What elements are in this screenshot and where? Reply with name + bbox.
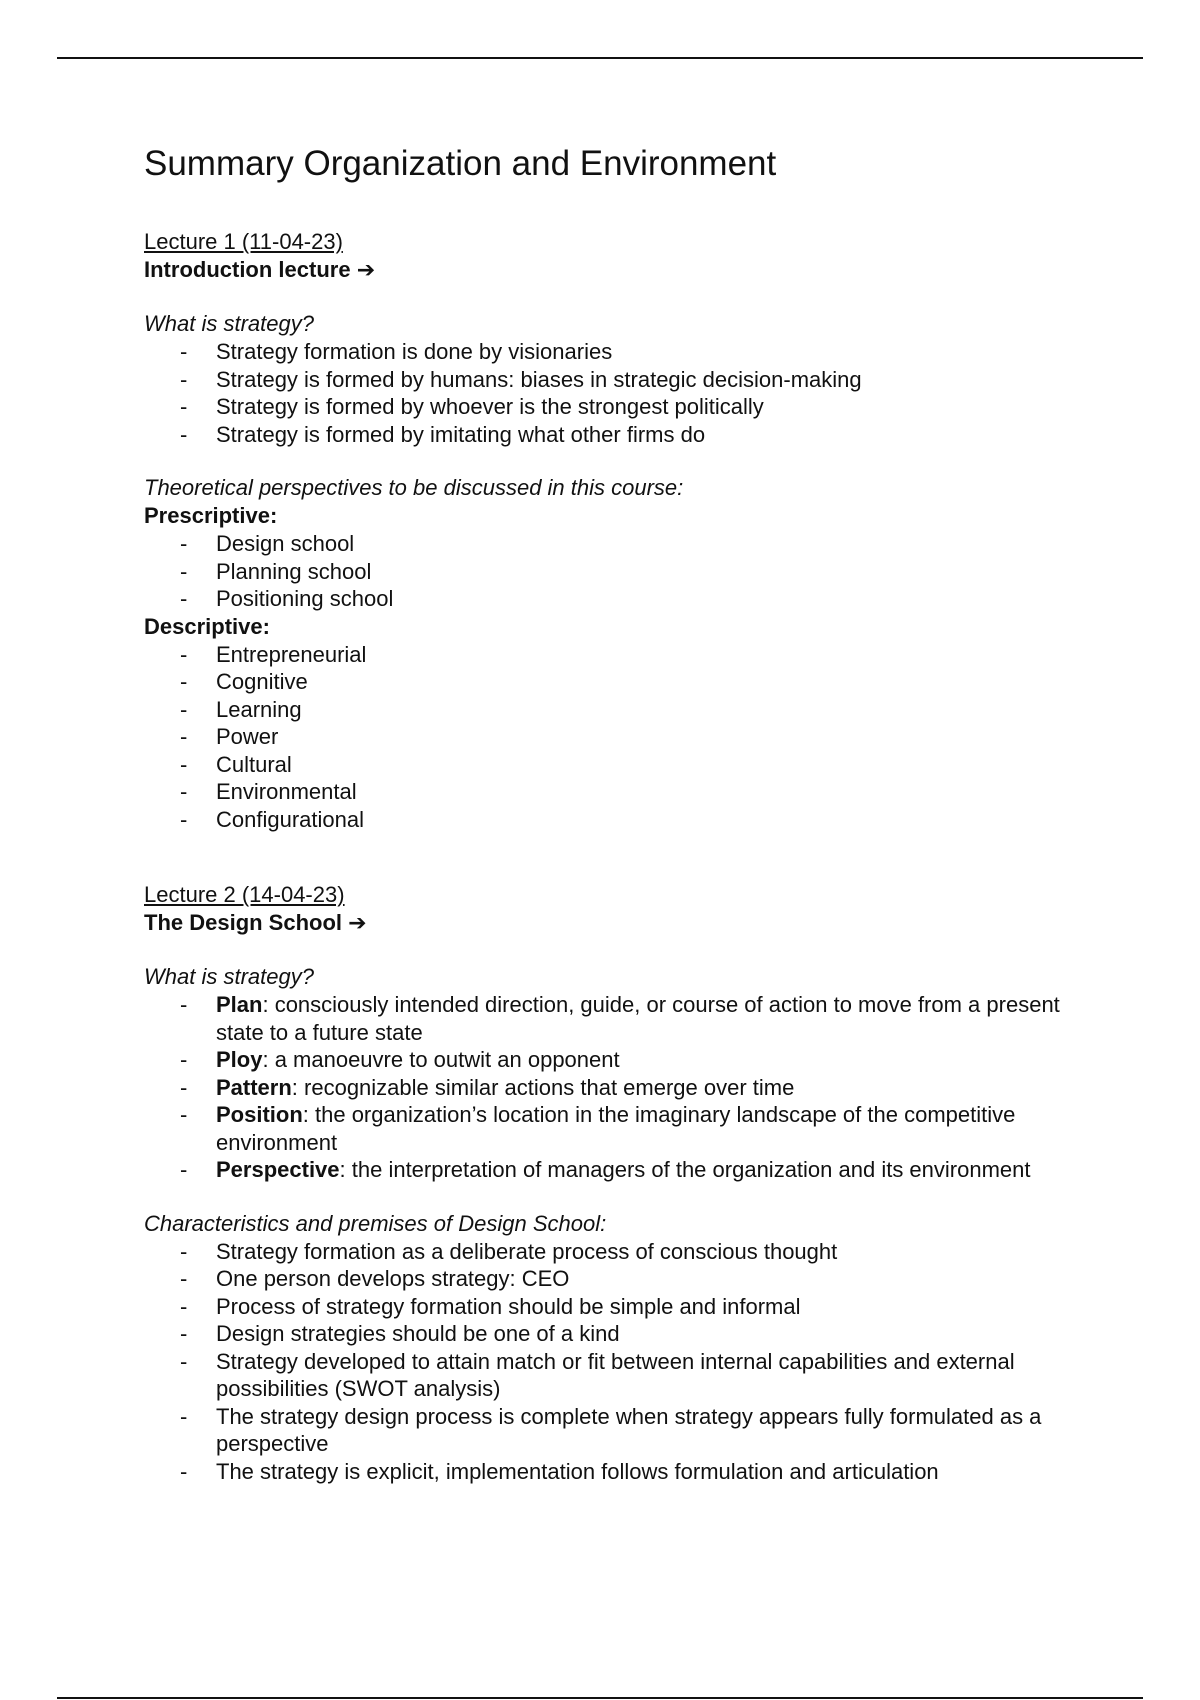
list-item: - Strategy developed to attain match or fit between internal capabilities and external possibilities (SWOT analysis)	[180, 1348, 1015, 1401]
lecture-2-characteristics-heading: Characteristics and premises of Design School:	[144, 1210, 607, 1236]
list-item: - Design school	[180, 531, 355, 556]
list-item: - Power	[180, 724, 279, 749]
lecture-1-question-list	[144, 338, 1084, 448]
arrow-right-icon: ➔	[348, 910, 367, 935]
document-title: Summary Organization and Environment	[144, 144, 777, 183]
lecture-2-topic	[144, 909, 1084, 937]
list-item: - Cognitive	[180, 669, 308, 694]
list-item: - Strategy formation is done by visionaries	[180, 339, 613, 364]
strategy-definitions-list	[144, 991, 1084, 1184]
list-item: - Positioning school	[180, 586, 394, 611]
lecture-1-section	[144, 228, 1084, 833]
list-item: - One person develops strategy: CEO	[180, 1266, 570, 1291]
term: Pattern	[216, 1074, 292, 1100]
list-item: - Configurational	[180, 806, 364, 832]
design-school-characteristics-list	[144, 1238, 1084, 1486]
list-item: - Environmental	[180, 779, 357, 804]
list-item: - Strategy is formed by humans: biases in strategic decision-making	[180, 366, 862, 392]
list-item: - Perspective: the interpretation of managers of the organization and its environment	[180, 1157, 1031, 1182]
list-item: - Strategy formation as a deliberate process of conscious thought	[180, 1238, 838, 1264]
arrow-right-icon: ➔	[356, 257, 376, 282]
bottom-rule	[57, 1697, 1143, 1699]
lecture-1-perspectives-heading: Theoretical perspectives to be discussed in this course:	[144, 475, 684, 500]
term: Ploy	[216, 1047, 263, 1072]
lecture-1-date: Lecture 1 (11-04-23)	[144, 229, 343, 254]
term: Plan	[216, 992, 263, 1017]
prescriptive-heading: Prescriptive:	[144, 503, 278, 528]
top-rule	[57, 57, 1143, 59]
list-item: - Pattern: recognizable similar actions that emerge over time	[180, 1074, 795, 1100]
list-item: - Strategy is formed by imitating what other firms do	[180, 421, 706, 447]
list-item: - Process of strategy formation should be simple and informal	[180, 1293, 801, 1319]
term: Position	[216, 1102, 303, 1127]
document-page	[144, 142, 1084, 1485]
descriptive-list	[144, 641, 1084, 834]
lecture-2-question: What is strategy?	[144, 964, 314, 989]
lecture-1-topic	[144, 256, 1084, 284]
list-item: - Plan: consciously intended direction, guide, or course of action to move from a present state to a future state	[180, 992, 1060, 1045]
list-item: - Learning	[180, 696, 302, 722]
descriptive-heading: Descriptive:	[144, 613, 270, 639]
list-item: - Ploy: a manoeuvre to outwit an opponent	[180, 1047, 620, 1072]
list-item: - Planning school	[180, 558, 372, 584]
list-item: - Design strategies should be one of a kind	[180, 1321, 620, 1346]
lecture-1-question: What is strategy?	[144, 311, 314, 336]
lecture-1-topic-label: Introduction lecture	[144, 257, 351, 282]
prescriptive-list	[144, 530, 1084, 613]
list-item: - Position: the organization’s location in the imaginary landscape of the competitive environment	[180, 1102, 1016, 1155]
lecture-2-date: Lecture 2 (14-04-23)	[144, 882, 345, 907]
lecture-2-section	[144, 881, 1084, 1485]
lecture-2-topic-label: The Design School	[144, 910, 343, 935]
term: Perspective	[216, 1157, 340, 1182]
list-item: - Strategy is formed by whoever is the strongest politically	[180, 394, 764, 419]
list-item: - Cultural	[180, 751, 292, 777]
list-item: - Entrepreneurial	[180, 641, 367, 667]
list-item: - The strategy design process is complete when strategy appears fully formulated as a perspective	[180, 1403, 1042, 1456]
list-item: - The strategy is explicit, implementation follows formulation and articulation	[180, 1458, 939, 1484]
